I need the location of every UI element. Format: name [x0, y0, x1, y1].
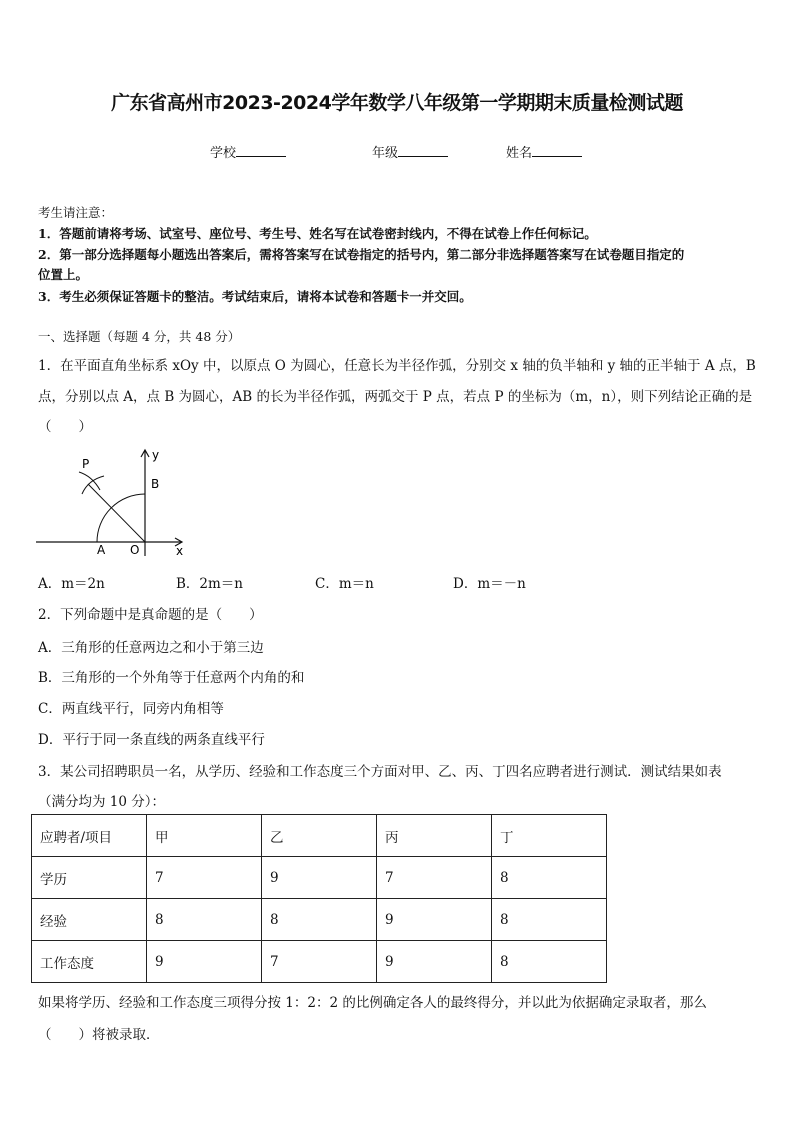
- table-cell: 8: [147, 899, 262, 941]
- q3-after-line: （ ）将被录取．: [38, 1027, 160, 1043]
- score-table: [31, 814, 607, 983]
- grade-blank: [398, 143, 448, 157]
- table-cell: 9: [262, 857, 377, 899]
- table-cell: 9: [377, 941, 492, 983]
- table-row: [32, 857, 607, 899]
- table-cell: 8: [492, 941, 607, 983]
- notice-item: 1．答题前请将考场、试室号、座位号、考生号、姓名写在试卷密封线内，不得在试卷上作任何标记。: [38, 226, 597, 241]
- q1-option-d: D．m＝－n: [453, 576, 526, 592]
- arc-from-a: [79, 472, 100, 490]
- label-a: A: [97, 543, 106, 557]
- table-cell: 经验: [32, 899, 147, 941]
- school-label: 学校: [210, 146, 237, 161]
- school-blank: [236, 143, 286, 157]
- q2-option-c: C．两直线平行，同旁内角相等: [38, 701, 224, 717]
- name-field: [506, 142, 582, 161]
- label-o: O: [130, 543, 140, 557]
- q1-stem-line: （ ）: [38, 419, 92, 435]
- q1-stem-line: 点，分别以点 A，点 B 为圆心，AB 的长为半径作弧，两弧交于 P 点，若点 P 的坐标为（m，n），则下列结论正确的是: [38, 389, 753, 405]
- table-header-cell: 丙: [377, 815, 492, 857]
- q3-after-line: 如果将学历、经验和工作态度三项得分按 1：2：2 的比例确定各人的最终得分，并以此为依据确定录取者，那么: [38, 995, 707, 1011]
- label-x: x: [176, 544, 184, 558]
- table-header-cell: 丁: [492, 815, 607, 857]
- label-y: y: [152, 448, 160, 462]
- q2-option-a: A．三角形的任意两边之和小于第三边: [38, 640, 264, 656]
- q1-option-c: C．m＝n: [315, 576, 374, 592]
- notice-item: 2．第一部分选择题每小题选出答案后，需将答案写在试卷指定的括号内，第二部分非选择题答案写在试卷题目指定的: [38, 247, 685, 262]
- notice-heading: 考生请注意：: [38, 205, 114, 220]
- q2-option-d: D．平行于同一条直线的两条直线平行: [38, 732, 265, 748]
- table-cell: 工作态度: [32, 941, 147, 983]
- q1-coordinate-figure: [34, 446, 194, 561]
- table-header-row: [32, 815, 607, 857]
- label-p: P: [82, 457, 90, 471]
- table-cell: 学历: [32, 857, 147, 899]
- table-cell: 9: [147, 941, 262, 983]
- table-cell: 7: [377, 857, 492, 899]
- table-cell: 8: [262, 899, 377, 941]
- table-cell: 7: [147, 857, 262, 899]
- table-row: [32, 941, 607, 983]
- q1-option-b: B．2m＝n: [176, 576, 244, 592]
- table-cell: 7: [262, 941, 377, 983]
- notice-item: 位置上。: [38, 267, 89, 282]
- page-title: 广东省高州市2023-2024学年数学八年级第一学期期末质量检测试题: [111, 92, 683, 114]
- line-po: [88, 484, 145, 542]
- table-cell: 9: [377, 899, 492, 941]
- table-cell: 8: [492, 857, 607, 899]
- grade-label: 年级: [372, 146, 399, 161]
- q3-stem-line: （满分均为 10 分）：: [38, 794, 166, 810]
- arc-from-b: [82, 476, 104, 494]
- table-row: [32, 899, 607, 941]
- grade-field: [372, 142, 448, 161]
- table-header-cell: 甲: [147, 815, 262, 857]
- table-cell: 8: [492, 899, 607, 941]
- q1-option-a: A．m＝2n: [38, 576, 105, 592]
- label-b: B: [151, 477, 160, 491]
- section-heading: 一、选择题（每题 4 分，共 48 分）: [38, 329, 241, 344]
- name-label: 姓名: [506, 146, 533, 161]
- q2-option-b: B．三角形的一个外角等于任意两个内角的和: [38, 670, 305, 686]
- name-blank: [532, 143, 582, 157]
- notice-item: 3．考生必须保证答题卡的整洁。考试结束后，请将本试卷和答题卡一并交回。: [38, 289, 472, 304]
- school-field: [210, 142, 286, 161]
- table-header-cell: 应聘者/项目: [32, 815, 147, 857]
- q2-stem: 2．下列命题中是真命题的是（ ）: [38, 607, 263, 623]
- q3-stem-line: 3．某公司招聘职员一名，从学历、经验和工作态度三个方面对甲、乙、丙、丁四名应聘者进行测试．测试结果如表: [38, 764, 722, 780]
- q1-stem-line: 1．在平面直角坐标系 xOy 中，以原点 O 为圆心，任意长为半径作弧，分别交 x 轴的负半轴和 y 轴的正半轴于 A 点，B: [38, 358, 756, 374]
- table-header-cell: 乙: [262, 815, 377, 857]
